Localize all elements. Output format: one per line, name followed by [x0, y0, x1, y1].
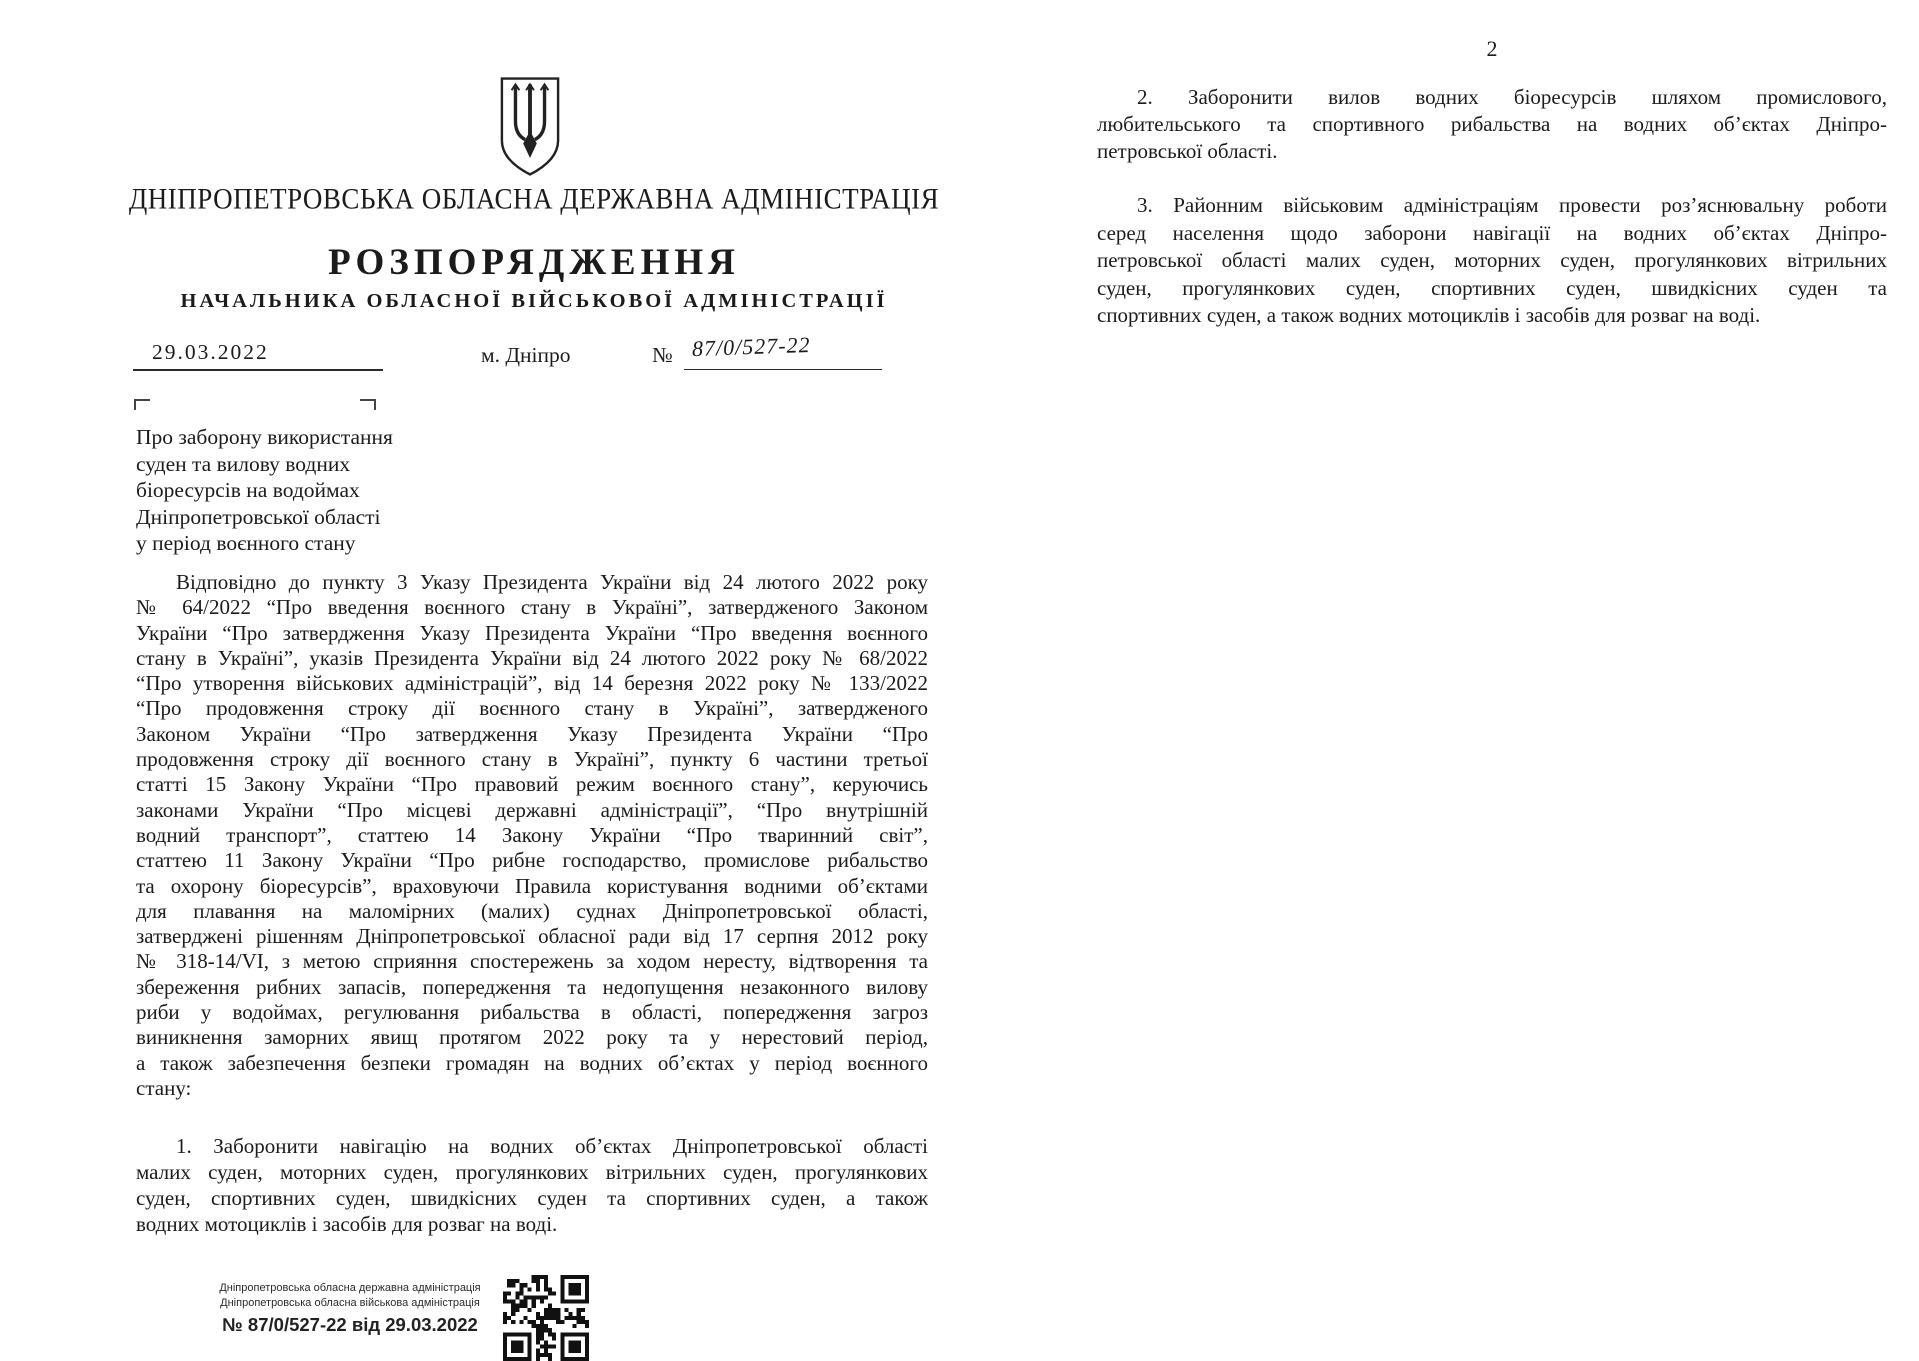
text-line: № 318-14/VI, з метою сприяння спостережень за ходом нересту, відтворення та — [136, 949, 928, 974]
text-line: суден, спортивних суден, швидкісних суден та спортивних суден, а також — [136, 1186, 928, 1210]
text-line: любительського та спортивного рибальства на водних об’єктах Дніпро- — [1097, 112, 1887, 136]
stamp-org-line-2: Дніпропетровська обласна військова адміністрація — [220, 1297, 480, 1309]
text-line: риби у водоймах, регулювання рибальства в області, попередження загроз — [136, 1000, 928, 1025]
document-type-title: РОЗПОРЯДЖЕННЯ — [328, 242, 740, 283]
qr-code — [503, 1275, 589, 1361]
corner-mark-left — [134, 399, 150, 410]
text-line: серед населення щодо заборони навігації на водних об’єктах Дніпро- — [1097, 220, 1887, 245]
text-line: Відповідно до пункту 3 Указу Президента України від 24 лютого 2022 року — [176, 570, 928, 594]
text-line: “Про продовження строку дії воєнного стану в Україні”, затвердженого — [136, 696, 928, 721]
text-line: біоресурсів на водоймах — [136, 478, 360, 502]
text-line: 3. Районним військовим адміністраціям провести роз’яснювальну роботи — [1137, 193, 1887, 217]
number-underline — [684, 369, 882, 370]
text-line: статтею 11 Закону України “Про рибне господарство, промислове рибальство — [136, 848, 928, 873]
text-line: для плавання на маломірних (малих) суднах Дніпропетровської області, — [136, 898, 928, 923]
text-line: “Про утворення військових адміністрацій”, від 14 березня 2022 року № 133/2022 — [136, 671, 928, 696]
text-line: водних мотоциклів і засобів для розваг на воді. — [136, 1212, 558, 1236]
text-line: петровської області малих суден, моторних суден, прогулянкових вітрильних — [1097, 248, 1887, 272]
text-line: водний транспорт”, статтею 14 Закону України “Про тваринний світ”, — [136, 822, 928, 847]
registration-stamp — [200, 1281, 500, 1337]
document-number: 87/0/527-22 — [691, 331, 811, 362]
text-line: затверджені рішенням Дніпропетровської обласної ради від 17 серпня 2012 року — [136, 924, 928, 949]
text-line: стану в Україні”, указів Президента України від 24 лютого 2022 року № 68/2022 — [136, 645, 928, 670]
order-item-1 — [136, 1133, 928, 1237]
document-city: м. Дніпро — [481, 343, 571, 367]
order-item-2 — [1097, 84, 1887, 165]
text-line: петровської області. — [1097, 139, 1278, 163]
preamble-paragraph — [136, 570, 928, 1101]
text-line: а також забезпечення безпеки громадян на водних об’єктах у період воєнного — [136, 1050, 928, 1075]
date-underline — [133, 369, 383, 371]
text-line: Про заборону використання — [136, 425, 393, 449]
corner-mark-right — [360, 399, 376, 410]
text-line: та охорону біоресурсів”, враховуючи Правила користування водними об’єктами — [136, 873, 928, 898]
text-line: стану: — [136, 1075, 192, 1100]
coat-of-arms-icon — [499, 76, 561, 178]
text-line: малих суден, моторних суден, прогулянкових вітрильних суден, прогулянкових — [136, 1160, 928, 1184]
stamp-number-date: № 87/0/527-22 від 29.03.2022 — [222, 1314, 478, 1335]
page-number: 2 — [1486, 36, 1498, 61]
text-line: Дніпропетровської області — [136, 504, 381, 529]
text-line: законами України “Про місцеві державні адміністрації”, “Про внутрішній — [136, 797, 928, 822]
org-name: ДНІПРОПЕТРОВСЬКА ОБЛАСНА ДЕРЖАВНА АДМІНІСТРАЦІЯ — [128, 182, 940, 216]
text-line: суден та вилову водних — [136, 451, 351, 476]
order-item-3 — [1097, 192, 1887, 330]
document-subtitle: НАЧАЛЬНИКА ОБЛАСНОЇ ВІЙСЬКОВОЇ АДМІНІСТРАЦІЇ — [180, 290, 888, 312]
document-subject — [136, 424, 456, 557]
text-line: Законом України “Про затвердження Указу Президента України “Про — [136, 721, 928, 746]
text-line: суден, прогулянкових суден, спортивних суден, швидкісних суден та — [1097, 275, 1887, 300]
text-line: статті 15 Закону України “Про правовий режим воєнного стану”, керуючись — [136, 772, 928, 797]
text-line: України “Про затвердження Указу Президента України “Про введення воєнного — [136, 620, 928, 645]
text-line: № 64/2022 “Про введення воєнного стану в Україні”, затвердженого Законом — [136, 595, 928, 620]
text-line: спортивних суден, а також водних мотоциклів і засобів для розваг на воді. — [1097, 303, 1761, 327]
text-line: 1. Заборонити навігацію на водних об’єктах Дніпропетровської області — [176, 1134, 928, 1158]
document-date: 29.03.2022 — [152, 340, 269, 364]
text-line: 2. Заборонити вилов водних біоресурсів шляхом промислового, — [1137, 85, 1887, 109]
text-line: у період воєнного стану — [136, 531, 356, 555]
text-line: виникнення заморних явищ протягом 2022 року та у нерестовий період, — [136, 1025, 928, 1050]
stamp-org-line-1: Дніпропетровська обласна державна адміністрація — [219, 1282, 481, 1294]
text-line: збереження рибних запасів, попередження та недопущення незаконного вилову — [136, 974, 928, 999]
number-sign: № — [652, 343, 673, 367]
text-line: продовження строку дії воєнного стану в Україні”, пункту 6 частини третьої — [136, 747, 928, 772]
